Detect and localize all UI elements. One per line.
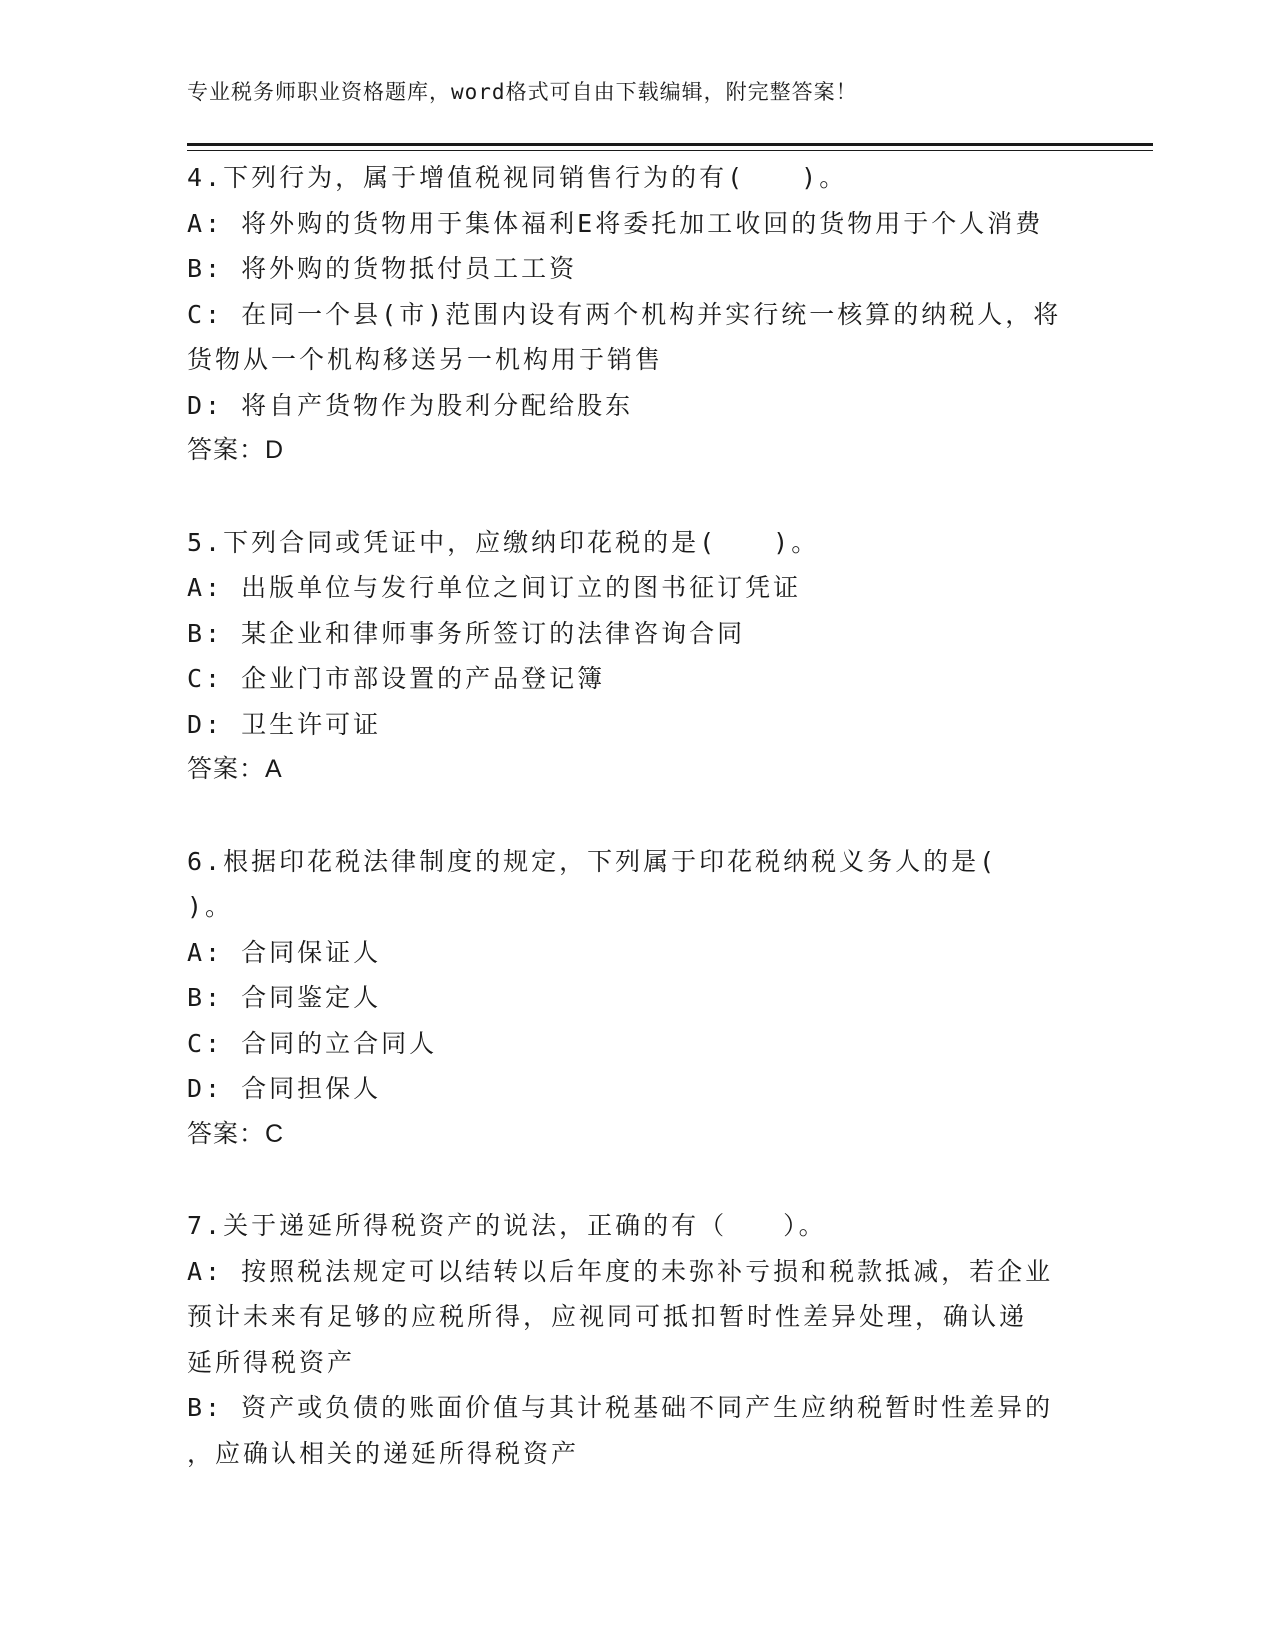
header-rule-thin xyxy=(187,150,1153,151)
option-c: C: 合同的立合同人 xyxy=(187,1028,438,1058)
option-a-continued: 延所得税资产 xyxy=(187,1347,356,1377)
page-header: 专业税务师职业资格题库，word格式可自由下载编辑，附完整答案！ xyxy=(187,80,858,104)
question-list xyxy=(187,155,1087,1522)
option-a: A: 按照税法规定可以结转以后年度的未弥补亏损和税款抵减，若企业 xyxy=(187,1256,1054,1286)
option-c: C: 在同一个县(市)范围内设有两个机构并实行统一核算的纳税人，将 xyxy=(187,299,1062,329)
answer: 答案：C xyxy=(187,1119,285,1148)
option-b: B: 合同鉴定人 xyxy=(187,983,382,1012)
option-b: B: 资产或负债的账面价值与其计税基础不同产生应纳税暂时性差异的 xyxy=(187,1393,1054,1422)
option-b-continued: ，应确认相关的递延所得税资产 xyxy=(187,1438,580,1468)
question-stem-continued: )。 xyxy=(187,892,234,921)
option-b: B: 将外购的货物抵付员工工资 xyxy=(187,254,578,283)
option-b: B: 某企业和律师事务所签订的法律咨询合同 xyxy=(187,618,746,648)
question-7 xyxy=(187,1203,1087,1476)
option-d: D: 卫生许可证 xyxy=(187,709,382,739)
question-4 xyxy=(187,155,1087,474)
option-c: C: 企业门市部设置的产品登记簿 xyxy=(187,664,606,693)
question-stem: 4.下列行为，属于增值税视同销售行为的有( )。 xyxy=(187,163,848,192)
option-a: A: 合同保证人 xyxy=(187,937,382,967)
answer: 答案：A xyxy=(187,755,283,783)
question-stem: 7.关于递延所得税资产的说法，正确的有（ ）。 xyxy=(187,1211,827,1240)
option-d: D: 合同担保人 xyxy=(187,1074,382,1103)
option-a-continued: 预计未来有足够的应税所得，应视同可抵扣暂时性差异处理，确认递 xyxy=(187,1302,1028,1331)
option-a: A: 出版单位与发行单位之间订立的图书征订凭证 xyxy=(187,573,802,602)
option-a: A: 将外购的货物用于集体福利E将委托加工收回的货物用于个人消费 xyxy=(187,208,1044,238)
question-5 xyxy=(187,520,1087,793)
question-stem: 6.根据印花税法律制度的规定，下列属于印花税纳税义务人的是( xyxy=(187,846,998,876)
question-6 xyxy=(187,839,1087,1158)
question-stem: 5.下列合同或凭证中，应缴纳印花税的是( )。 xyxy=(187,527,820,557)
answer: 答案：D xyxy=(187,436,285,464)
header-rule-thick xyxy=(187,143,1153,146)
option-d: D: 将自产货物作为股利分配给股东 xyxy=(187,390,634,420)
option-c-continued: 货物从一个机构移送另一机构用于销售 xyxy=(187,345,664,374)
